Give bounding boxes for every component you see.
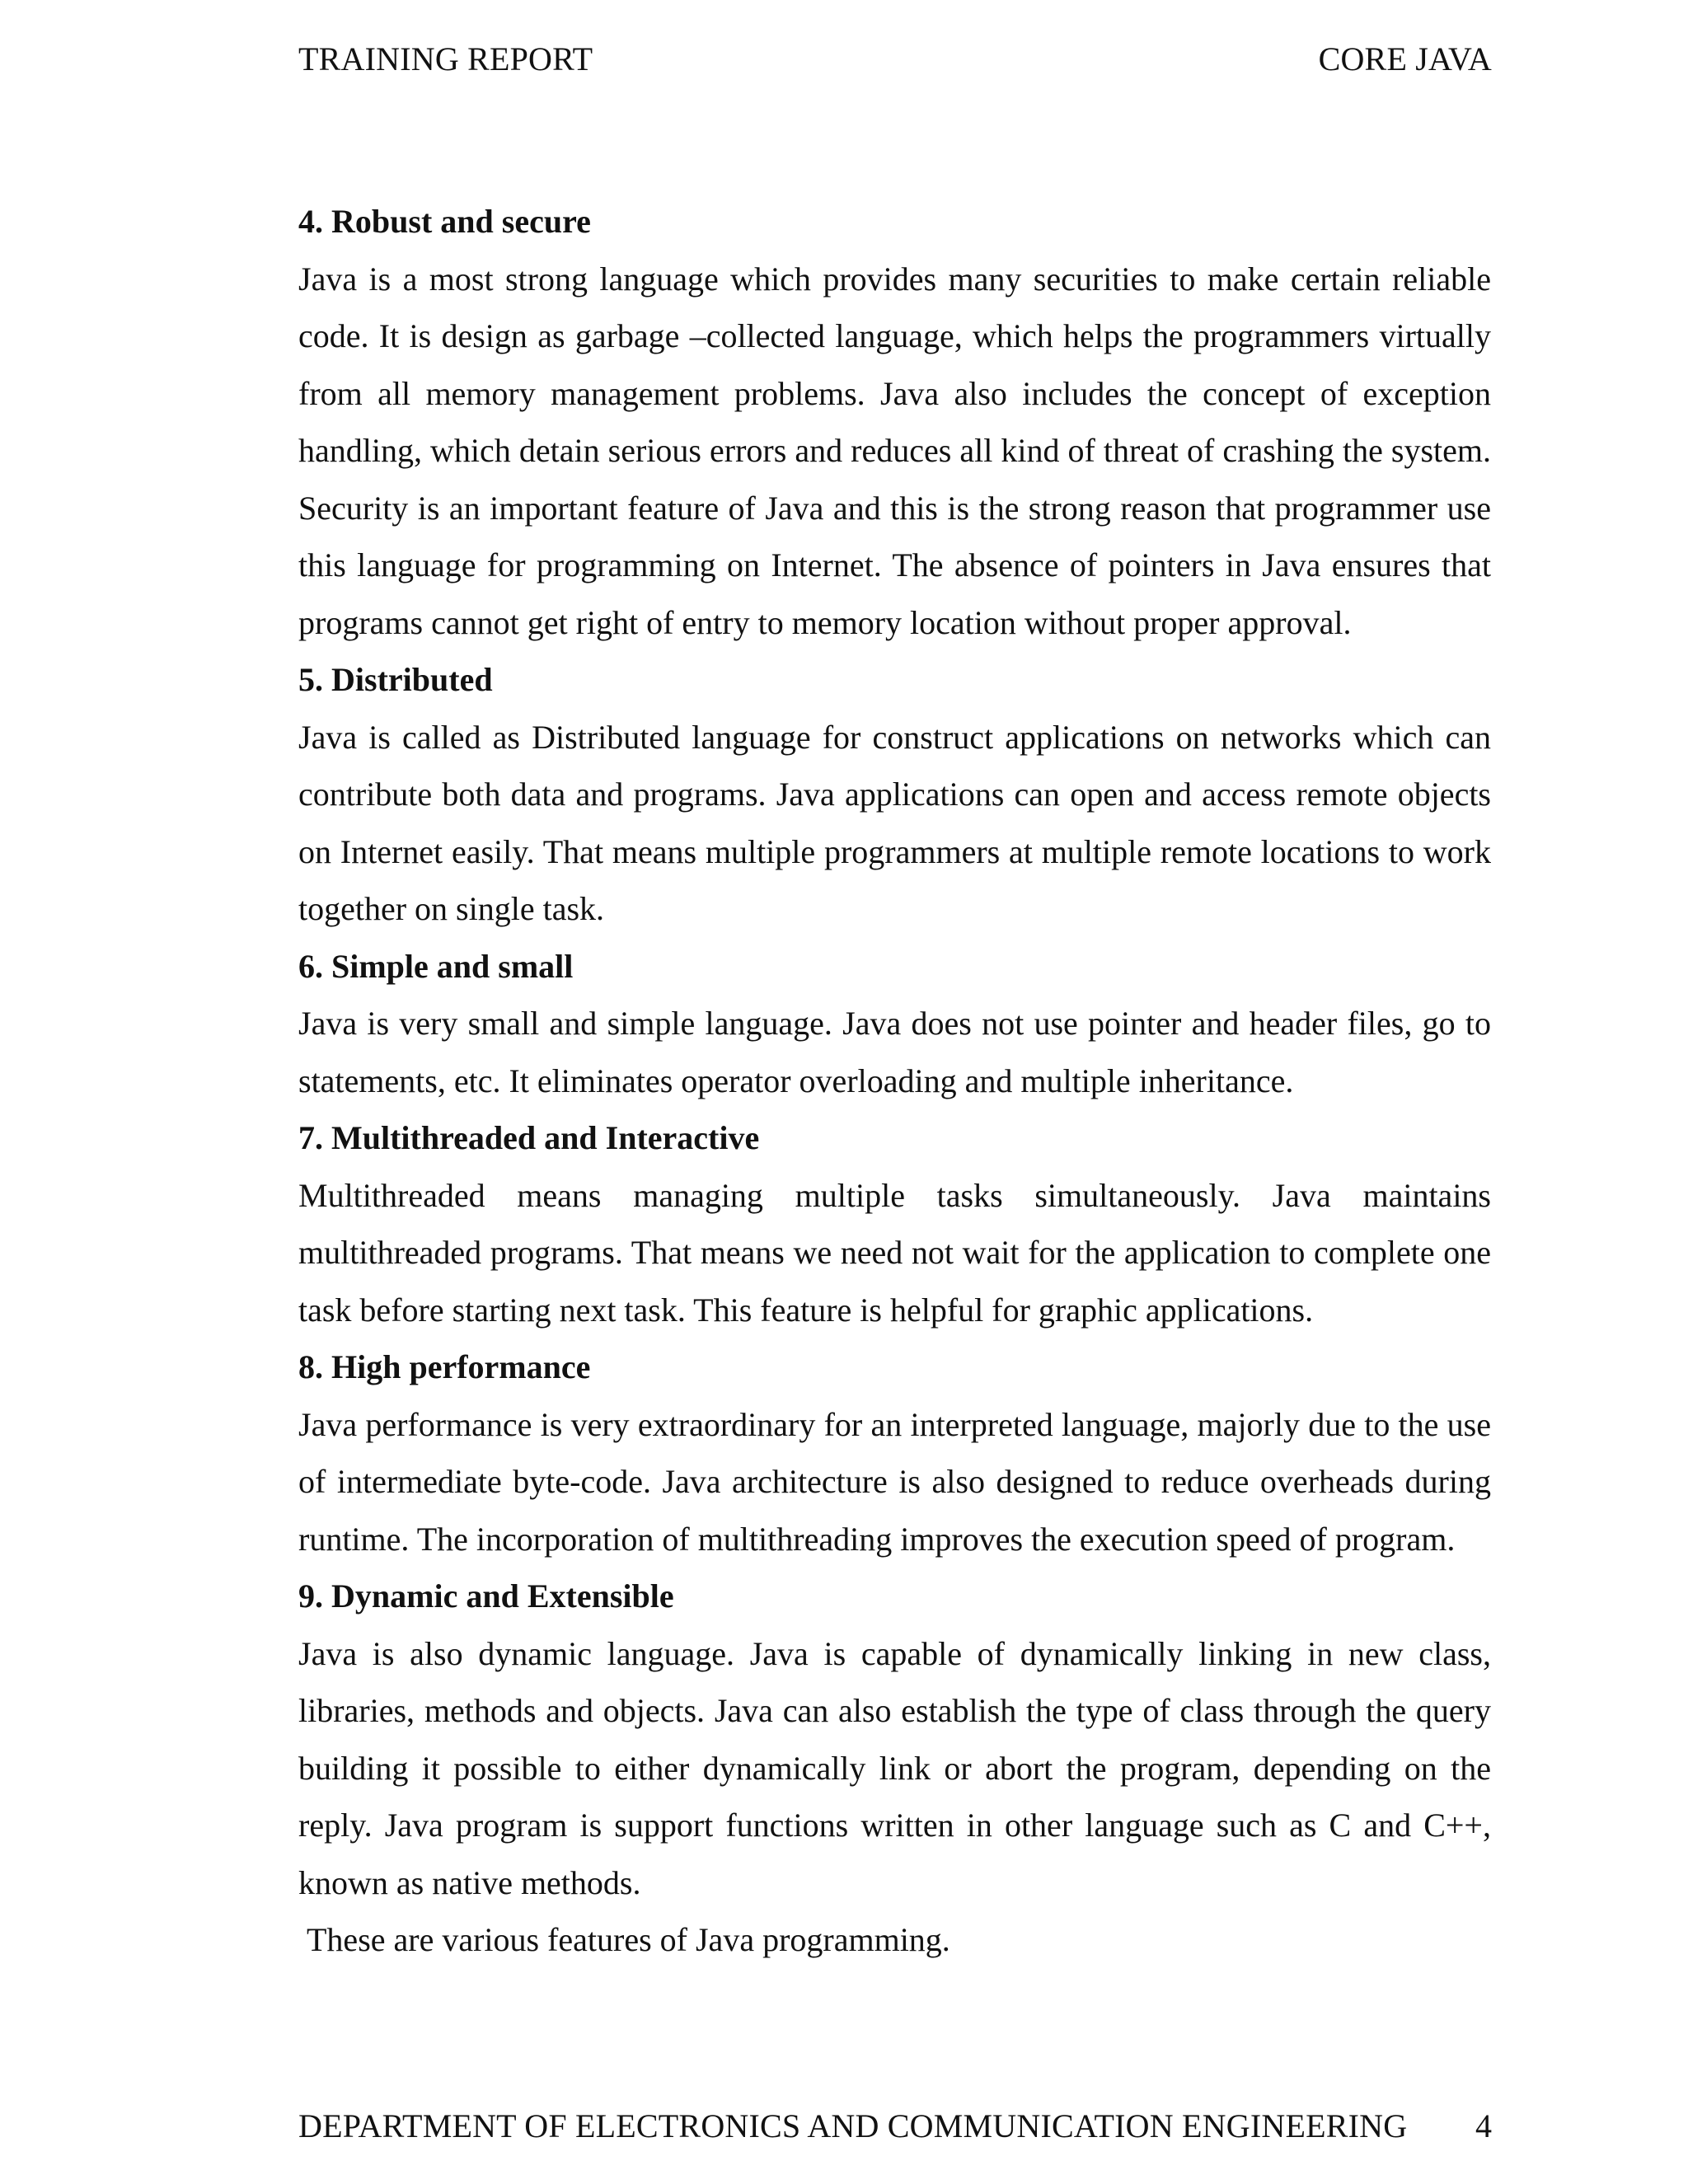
section-body-simple-small: Java is very small and simple language. Java does not use pointer and header files, go to statements, etc. It eliminates operator overloading and multiple inheritance. bbox=[298, 1005, 1491, 1099]
section-heading-distributed: 5. Distributed bbox=[298, 661, 493, 698]
section-heading-high-performance: 8. High performance bbox=[298, 1348, 591, 1385]
footer-page-number: 4 bbox=[1475, 2107, 1492, 2144]
section-heading-simple-small: 6. Simple and small bbox=[298, 947, 574, 985]
section-body-robust-secure: Java is a most strong language which provides many securities to make certain reliable code. It is design as garbage –collected language, which helps the programmers virtually from all memory management problems. Java also includes the concept of exception handling, which detain serious errors and reduces all kind of threat of crashing the system. Security is an important feature of Java and this is the strong reason that programmer use this language for programming on Internet. The absence of pointers in Java ensures that programs cannot get right of entry to memory location without proper approval. bbox=[298, 260, 1491, 641]
section-body-dynamic-extensible: Java is also dynamic language. Java is capable of dynamically linking in new class, libraries, methods and objects. Java can also establish the type of class through the query building it possible to either dynamically link or abort the program, depending on the reply. Java program is support functions written in other language such as C and C++, known as native methods. bbox=[298, 1634, 1491, 1901]
section-heading-dynamic-extensible: 9. Dynamic and Extensible bbox=[298, 1577, 674, 1615]
header-report-title: TRAINING REPORT bbox=[298, 40, 593, 77]
document-body bbox=[298, 193, 1491, 1969]
section-body-distributed: Java is called as Distributed language for construct applications on networks which can contribute both data and programs. Java applications can open and access remote objects on Internet easily. That means multiple programmers at multiple remote locations to work together on single task. bbox=[298, 718, 1491, 927]
section-heading-robust-secure: 4. Robust and secure bbox=[298, 203, 591, 240]
section-heading-multithreaded: 7. Multithreaded and Interactive bbox=[298, 1119, 760, 1156]
header-subject: CORE JAVA bbox=[1318, 40, 1492, 77]
section-body-high-performance: Java performance is very extraordinary for an interpreted language, majorly due to the use of intermediate byte-code. Java architecture is also designed to reduce overheads during runtime. The incorporation of multithreading improves the execution speed of program. bbox=[298, 1405, 1491, 1558]
footer-department: DEPARTMENT OF ELECTRONICS AND COMMUNICATION ENGINEERING bbox=[298, 2107, 1408, 2144]
closing-sentence: These are various features of Java programming. bbox=[307, 1921, 950, 1958]
section-body-multithreaded: Multithreaded means managing multiple tasks simultaneously. Java maintains multithreaded programs. That means we need not wait for the application to complete one task before starting next task. This feature is helpful for graphic applications. bbox=[298, 1176, 1491, 1329]
